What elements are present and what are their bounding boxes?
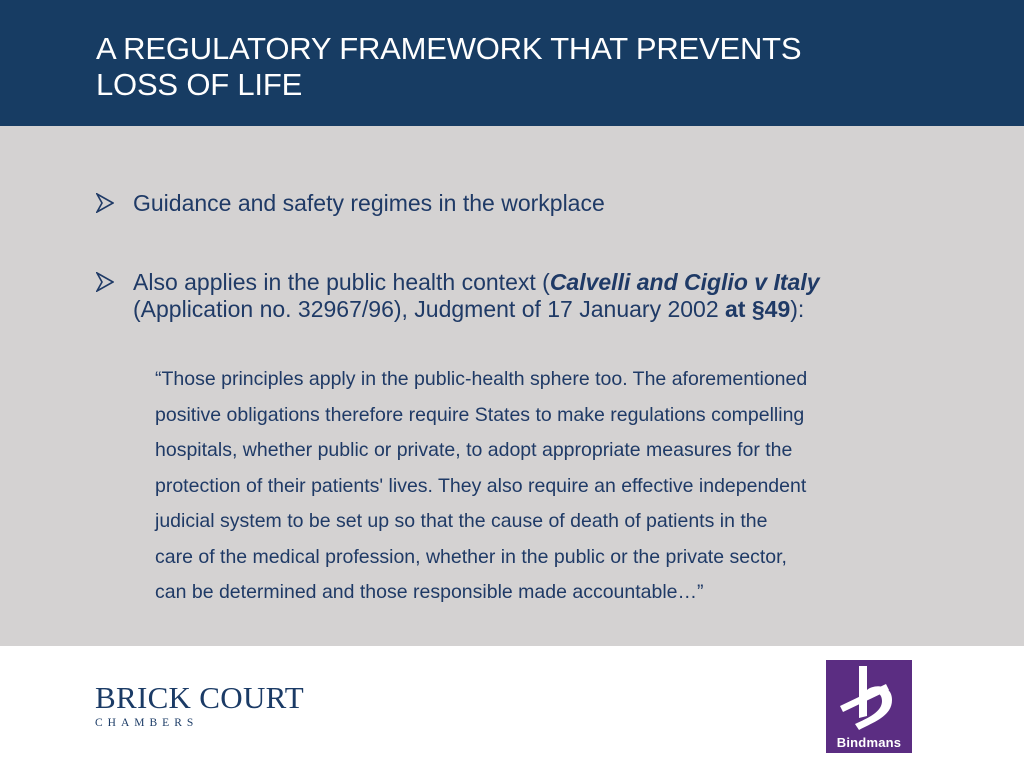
bullet-item [96, 269, 953, 323]
arrow-bullet-icon [96, 193, 114, 213]
bullet-item [96, 190, 953, 217]
bullet-text [133, 269, 953, 323]
case-name: Calvelli and Ciglio v Italy [549, 269, 820, 295]
bindmans-b-mark-icon [826, 660, 912, 734]
quote-line: care of the medical profession, whether in the public or the private sector, [155, 545, 787, 568]
brick-court-logo-name: BRICK COURT [95, 680, 304, 715]
slide-title-line-2: LOSS OF LIFE [96, 67, 303, 102]
brick-court-logo [95, 682, 304, 729]
quote-line: positive obligations therefore require States to make regulations compelling [155, 403, 805, 426]
bullet-text: Guidance and safety regimes in the workplace [133, 190, 605, 216]
quote-line: hospitals, whether public or private, to adopt appropriate measures for the [155, 439, 793, 461]
quote-line: protection of their patients' lives. They also require an effective independent [155, 474, 807, 497]
bindmans-logo [826, 660, 912, 753]
brick-court-logo-sub: CHAMBERS [95, 717, 199, 729]
slide-title [96, 31, 956, 103]
slide-footer [0, 646, 1024, 768]
slide-title-line-1: A REGULATORY FRAMEWORK THAT PREVENTS [96, 31, 802, 66]
paragraph-reference: at §49 [725, 296, 791, 322]
quote-line: judicial system to be set up so that the cause of death of patients in the [155, 510, 768, 532]
bullet-text-segment: Also applies in the public health context ( [133, 269, 550, 295]
bullet-text-line-1 [133, 269, 953, 296]
judgment-quote [155, 362, 955, 611]
slide-body [0, 126, 1024, 646]
bindmans-logo-label: Bindmans [836, 735, 902, 750]
arrow-bullet-icon [96, 272, 114, 292]
bullet-text-line-2 [133, 296, 953, 323]
slide-header [0, 0, 1024, 126]
bullet-text-segment: (Application no. 32967/96), Judgment of 17 January 2002 [133, 296, 726, 322]
quote-line: can be determined and those responsible made accountable…” [155, 581, 704, 603]
bullet-text-segment: ): [790, 296, 805, 322]
quote-line: “Those principles apply in the public-health sphere too. The aforementioned [155, 368, 808, 390]
